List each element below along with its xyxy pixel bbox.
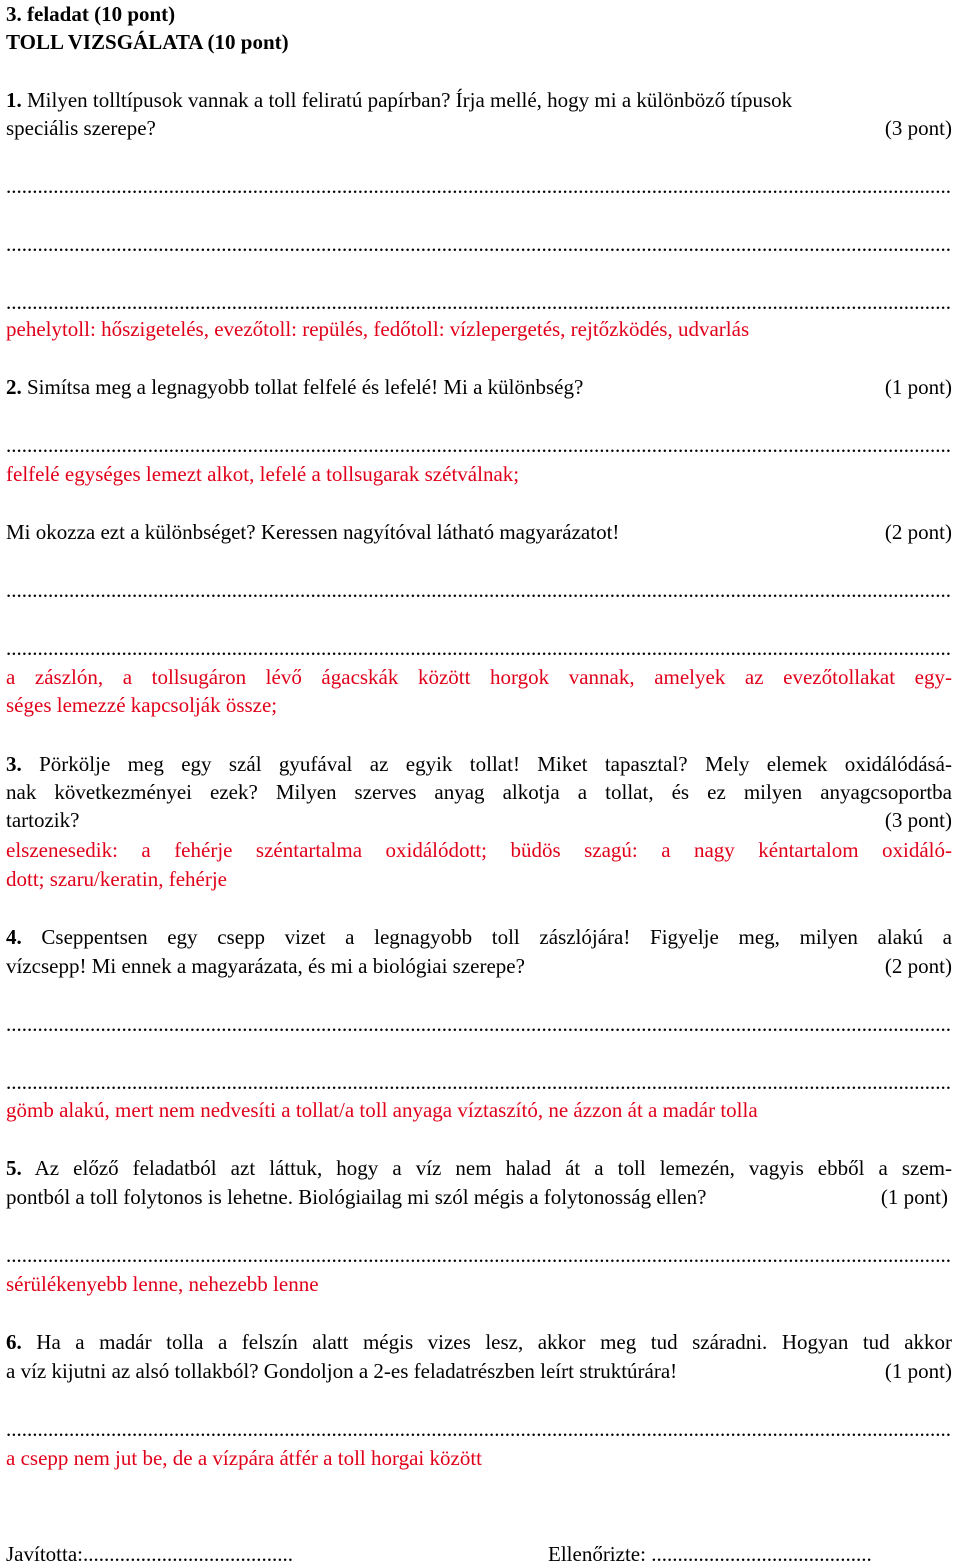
- question-3-line-2: nak következményei ezek? Milyen szerves anyag alkotja a tollat, és ez milyen anyagcsoportba: [6, 780, 952, 804]
- question-1-text-2: speciális szerepe?: [6, 116, 156, 140]
- answer-dotted-line[interactable]: [6, 172, 952, 200]
- question-4-text: Cseppentsen egy csepp vizet a legnagyobb toll zászlójára! Figyelje meg, milyen alakú a: [41, 925, 953, 949]
- question-5-answer: sérülékenyebb lenne, nehezebb lenne: [6, 1272, 319, 1296]
- checked-by: [548, 1540, 952, 1568]
- section-title: TOLL VIZSGÁLATA (10 pont): [6, 30, 289, 54]
- question-3-line-3: [6, 806, 952, 834]
- question-2-text: Simítsa meg a legnagyobb tollat felfelé és lefelé! Mi a különbség?: [27, 375, 584, 399]
- question-2-sub-line: [6, 518, 952, 546]
- question-2-points: (1 pont): [884, 375, 952, 399]
- question-1-answer: pehelytoll: hőszigetelés, evezőtoll: repülés, fedőtoll: vízlepergetés, rejtőzködés, udvarlás: [6, 317, 750, 341]
- answer-dotted-line[interactable]: [6, 431, 952, 459]
- question-6-answer: a csepp nem jut be, de a vízpára átfér a toll horgai között: [6, 1446, 483, 1470]
- question-2-answer: felfelé egységes lemezt alkot, lefelé a tollsugarak szétválnak;: [6, 462, 520, 486]
- question-5-points: (1 pont): [880, 1185, 948, 1209]
- answer-dotted-line[interactable]: [6, 634, 952, 662]
- question-2-sub-points: (2 pont): [884, 520, 952, 544]
- question-5-text-2: pontból a toll folytonos is lehetne. Biológiailag mi szól mégis a folytonosság ellen?: [6, 1185, 707, 1209]
- question-2-line: [6, 373, 952, 401]
- task-title: 3. feladat (10 pont): [6, 2, 176, 26]
- question-3-answer-2: dott; szaru/keratin, fehérje: [6, 867, 227, 891]
- question-1-number: 1.: [6, 88, 22, 112]
- question-1-text: Milyen tolltípusok vannak a toll feliratú papírban? Írja mellé, hogy mi a különböző típusok: [27, 88, 793, 112]
- question-6-text: Ha a madár tolla a felszín alatt mégis vizes lesz, akkor meg tud száradni. Hogyan tud akkor: [36, 1330, 953, 1354]
- answer-dotted-line[interactable]: [6, 1241, 952, 1269]
- question-4-answer: gömb alakú, mert nem nedvesíti a tollat/a toll anyaga víztaszító, ne ázzon át a madár tolla: [6, 1098, 758, 1122]
- corrected-by-label: Javította:: [6, 1542, 83, 1566]
- answer-dotted-line[interactable]: [6, 1010, 952, 1038]
- corrected-by-field[interactable]: ........................................: [83, 1542, 293, 1566]
- answer-dotted-line[interactable]: [6, 1415, 952, 1443]
- checked-by-field[interactable]: ..........................................: [651, 1542, 872, 1566]
- question-2-number: 2.: [6, 375, 22, 399]
- question-1-points: (3 pont): [884, 116, 952, 140]
- question-1-line-1: [6, 86, 952, 114]
- question-3-line-1: [6, 750, 952, 778]
- question-2-sub-text: Mi okozza ezt a különbséget? Keressen nagyítóval látható magyarázatot!: [6, 520, 620, 544]
- answer-dotted-line[interactable]: [6, 230, 952, 258]
- question-4-number: 4.: [6, 925, 22, 949]
- answer-dotted-line[interactable]: [6, 288, 952, 316]
- question-6-number: 6.: [6, 1330, 22, 1354]
- question-2-sub-answer-2: séges lemezzé kapcsolják össze;: [6, 693, 278, 717]
- question-4-points: (2 pont): [884, 954, 952, 978]
- question-6-points: (1 pont): [884, 1359, 952, 1383]
- question-3-points: (3 pont): [884, 808, 952, 832]
- answer-dotted-line[interactable]: [6, 1068, 952, 1096]
- question-3-text: Pörkölje meg egy szál gyufával az egyik tollat! Miket tapasztal? Mely elemek oxidálódásá-: [39, 752, 952, 776]
- question-4-text-2: vízcsepp! Mi ennek a magyarázata, és mi a biológiai szerepe?: [6, 954, 525, 978]
- question-5-line-2: [6, 1183, 952, 1211]
- question-3-number: 3.: [6, 752, 22, 776]
- question-6-line-1: [6, 1328, 952, 1356]
- question-5-number: 5.: [6, 1156, 22, 1180]
- question-5-text: Az előző feladatból azt láttuk, hogy a víz nem halad át a toll lemezén, vagyis ebből a szem-: [34, 1156, 952, 1180]
- question-2-sub-answer-1: a zászlón, a tollsugáron lévő ágacskák között horgok vannak, amelyek az evezőtollakat egy-: [6, 665, 952, 689]
- question-6-line-2: [6, 1357, 952, 1385]
- question-6-text-2: a víz kijutni az alsó tollakból? Gondoljon a 2-es feladatrészben leírt struktúrára!: [6, 1359, 678, 1383]
- question-4-line-2: [6, 952, 952, 980]
- checked-by-label: Ellenőrizte:: [548, 1542, 646, 1566]
- corrected-by: [6, 1540, 406, 1568]
- question-3-answer-1: elszenesedik: a fehérje széntartalma oxidálódott; büdös szagú: a nagy kéntartalom oxidáló-: [6, 838, 952, 862]
- question-3-text-3: tartozik?: [6, 808, 80, 832]
- question-5-line-1: [6, 1154, 952, 1182]
- question-4-line-1: [6, 923, 952, 951]
- question-1-line-2: [6, 114, 952, 142]
- answer-dotted-line[interactable]: [6, 576, 952, 604]
